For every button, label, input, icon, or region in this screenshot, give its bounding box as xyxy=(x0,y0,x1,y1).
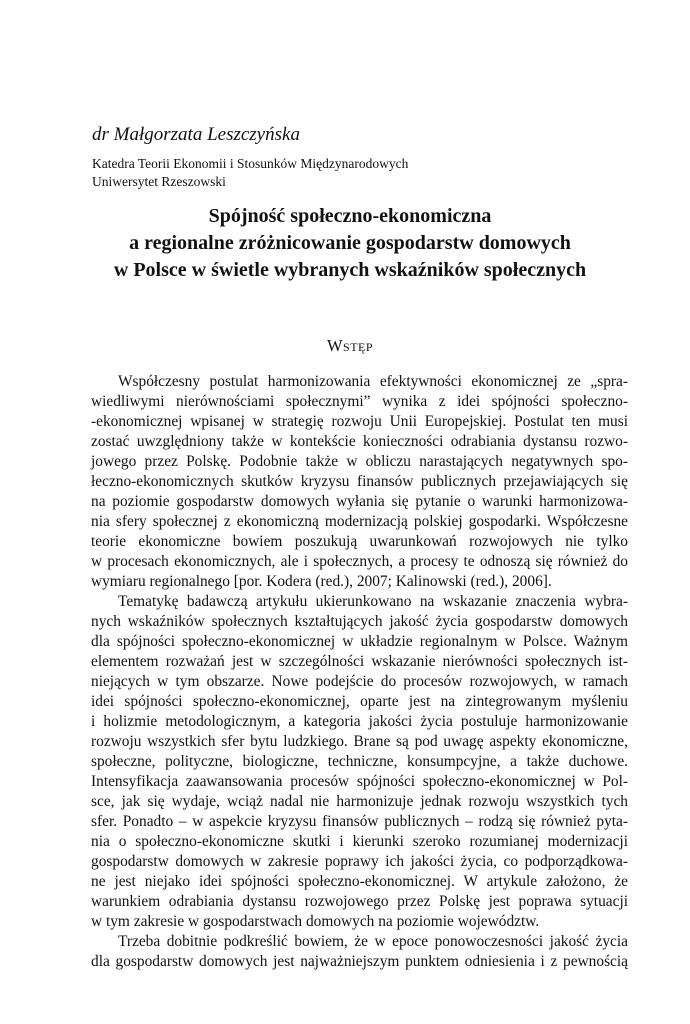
paragraph-line: wymiaru regionalnego [por. Kodera (red.), 2007; Kalinowski (red.), 2006]. xyxy=(91,573,552,590)
paragraph-line: nia sfery społecznej z ekonomiczną modernizacją polskiej gospodarki. Współczesne xyxy=(91,513,628,530)
affiliation-department: Katedra Teorii Ekonomii i Stosunków Międzynarodowych xyxy=(92,156,409,171)
paragraph-line: i holizmie metodologicznym, a kategoria jakości życia postuluje harmonizowanie xyxy=(91,713,628,730)
paragraph-line: gospodarstw domowych w zakresie poprawy ich jakości życia, co podporządkowa- xyxy=(91,853,628,870)
paragraph-line: sfer. Ponadto – w aspekcie kryzysu finansów publicznych – rodzą się również pyta- xyxy=(91,813,628,830)
paragraph-line: jowego przez Polskę. Podobnie także w obliczu narastających negatywnych spo- xyxy=(91,453,628,470)
paragraph-line: -ekonomicznej wpisanej w strategię rozwoju Unii Europejskiej. Postulat ten musi xyxy=(91,413,628,430)
paragraph-line: dla gospodarstw domowych jest najważniejszym punktem odniesienia i z pewnością xyxy=(91,953,628,970)
section-heading: Wstęp xyxy=(326,336,374,355)
paragraph-line: nych wskaźników społecznych kształtujących jakość życia gospodarstw domowych xyxy=(91,613,628,630)
article-title-line-3: w Polsce w świetle wybranych wskaźników społecznych xyxy=(113,259,587,281)
paragraph-line: wiedliwymi nierównościami społecznymi” wynika z idei spójności społeczno- xyxy=(91,393,628,410)
article-title-line-1: Spójność społeczno-ekonomiczna xyxy=(208,205,492,227)
paragraph-line: Trzeba dobitnie podkreślić bowiem, że w epoce ponowoczesności jakość życia xyxy=(118,933,628,950)
paragraph-line: Tematykę badawczą artykułu ukierunkowano na wskazanie znaczenia wybra- xyxy=(118,593,628,610)
affiliation-university: Uniwersytet Rzeszowski xyxy=(92,174,226,189)
paragraph-line: sce, jak się wydaje, wciąż nadal nie harmonizuje jednak rozwoju wszystkich tych xyxy=(91,793,628,810)
author-name: dr Małgorzata Leszczyńska xyxy=(92,124,300,145)
paragraph-line: elementem rozważań jest w szczególności wskazanie nierówności społecznych ist- xyxy=(91,653,628,670)
paragraph-line: społeczne, polityczne, biologiczne, techniczne, konsumpcyjne, a także duchowe. xyxy=(91,753,628,770)
paragraph-line: ne jest niejako idei spójności społeczno-ekonomicznej. W artykule założono, że xyxy=(91,873,628,890)
paragraph-line: Intensyfikacja zaawansowania procesów spójności społeczno-ekonomicznej w Pol- xyxy=(91,773,628,790)
paragraph-line: zostać uwzględniony także w kontekście konieczności odrabiania dystansu rozwo- xyxy=(91,433,628,450)
paragraph-line: warunkiem odrabiania dystansu rozwojowego przez Polskę jest poprawa sytuacji xyxy=(91,893,628,910)
paragraph-line: rozwoju wszystkich sfer bytu ludzkiego. Brane są pod uwagę aspekty ekonomiczne, xyxy=(91,733,628,750)
paragraph-line: Współczesny postulat harmonizowania efektywności ekonomicznej ze „spra- xyxy=(118,373,628,390)
paragraph-line: w procesach ekonomicznych, ale i społecznych, a procesy te odnoszą się również do xyxy=(91,553,628,570)
article-title-line-2: a regionalne zróżnicowanie gospodarstw domowych xyxy=(129,232,571,254)
paragraph-line: łeczno-ekonomicznych skutków kryzysu finansów publicznych przejawiających się xyxy=(91,473,628,490)
paragraph-line: na poziomie gospodarstw domowych wyłania się pytanie o warunki harmonizowa- xyxy=(91,493,628,510)
paragraph-line: dla spójności społeczno-ekonomicznej w układzie regionalnym w Polsce. Ważnym xyxy=(91,633,628,650)
paragraph-line: teorie ekonomiczne bowiem poszukują uwarunkowań rozwojowych nie tylko xyxy=(91,533,628,550)
paragraph-line: niejących w tym obszarze. Nowe podejście do procesów rozwojowych, w ramach xyxy=(91,673,628,690)
paragraph-line: idei spójności społeczno-ekonomicznej, oparte jest na zintegrowanym myśleniu xyxy=(91,693,628,710)
paragraph-line: w tym zakresie w gospodarstwach domowych na poziomie województw. xyxy=(91,913,540,930)
paragraph-line: nia o społeczno-ekonomiczne skutki i kierunki szeroko rozumianej modernizacji xyxy=(91,833,628,850)
